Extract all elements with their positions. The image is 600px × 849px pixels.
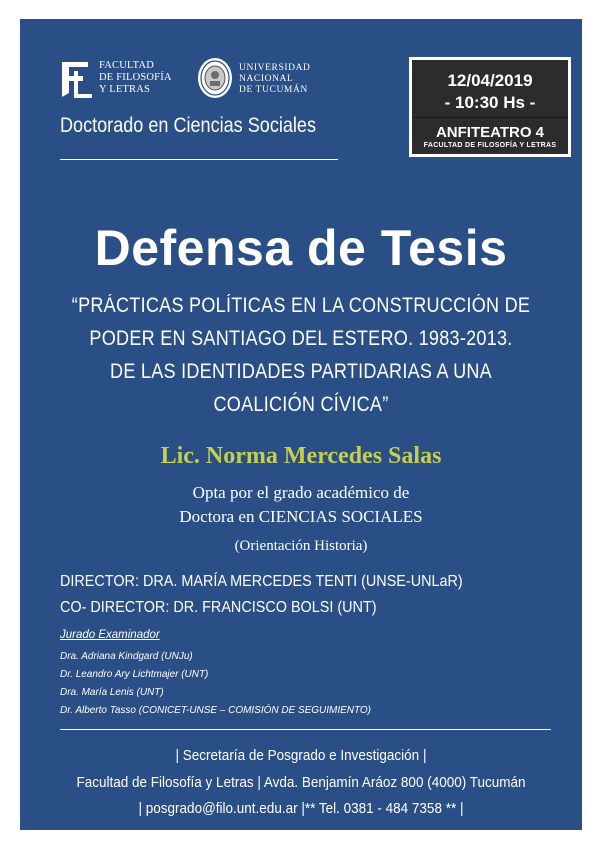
faculty-logo-icon [60, 59, 94, 99]
candidate-name: Lic. Norma Mercedes Salas [160, 443, 442, 469]
director: DIRECTOR: DRA. MARÍA MERCEDES TENTI (UNSE-UNLaR) [60, 573, 463, 590]
divider [60, 159, 338, 160]
event-info-box [409, 57, 571, 157]
event-date: 12/04/2019 [447, 71, 533, 90]
list-item: Dr. Alberto Tasso (CONICET-UNSE – COMISIÓN DE SEGUIMIENTO) [60, 704, 371, 716]
jury-heading: Jurado Examinador [60, 629, 160, 641]
list-item: Dra. Adriana Kindgard (UNJu) [60, 650, 193, 662]
faculty-name: FACULTAD DE FILOSOFÍA Y LETRAS [99, 60, 172, 95]
event-time: - 10:30 Hs - [444, 93, 536, 112]
footer-address: Facultad de Filosofía y Letras | Avda. Benjamín Aráoz 800 (4000) Tucumán [76, 774, 526, 791]
co-director: CO- DIRECTOR: DR. FRANCISCO BOLSI (UNT) [60, 599, 377, 616]
thesis-title: “PRÁCTICAS POLÍTICAS EN LA CONSTRUCCIÓN DE PODER EN SANTIAGO DEL ESTERO. 1983-2013. DE LAS IDENTIDADES PARTIDARIAS A UNA COALICIÓN CÍVICA” [71, 294, 531, 416]
jury-list [60, 647, 387, 719]
list-item: Dra. María Lenis (UNT) [60, 686, 164, 698]
list-item: Dr. Leandro Ary Lichtmajer (UNT) [60, 668, 209, 680]
footer-department: | Secretaría de Posgrado e Investigación | [175, 747, 427, 764]
program-name: Doctorado en Ciencias Sociales [60, 114, 316, 137]
degree-orientation: (Orientación Historia) [234, 538, 368, 554]
footer-contact: | posgrado@filo.unt.edu.ar |** Tel. 0381 - 484 7358 ** | [138, 800, 464, 817]
page-title: Defensa de Tesis [94, 220, 508, 276]
divider [412, 117, 568, 118]
university-seal-icon [197, 57, 233, 99]
poster [20, 19, 582, 830]
divider [60, 729, 551, 730]
event-room-subtitle: FACULTAD DE FILOSOFÍA Y LETRAS [423, 142, 557, 149]
university-name: UNIVERSIDAD NACIONAL DE TUCUMÁN [239, 63, 311, 95]
degree-text: Opta por el grado académico de Doctora en CIENCIAS SOCIALES [179, 483, 423, 526]
event-room: ANFITEATRO 4 [435, 124, 545, 141]
